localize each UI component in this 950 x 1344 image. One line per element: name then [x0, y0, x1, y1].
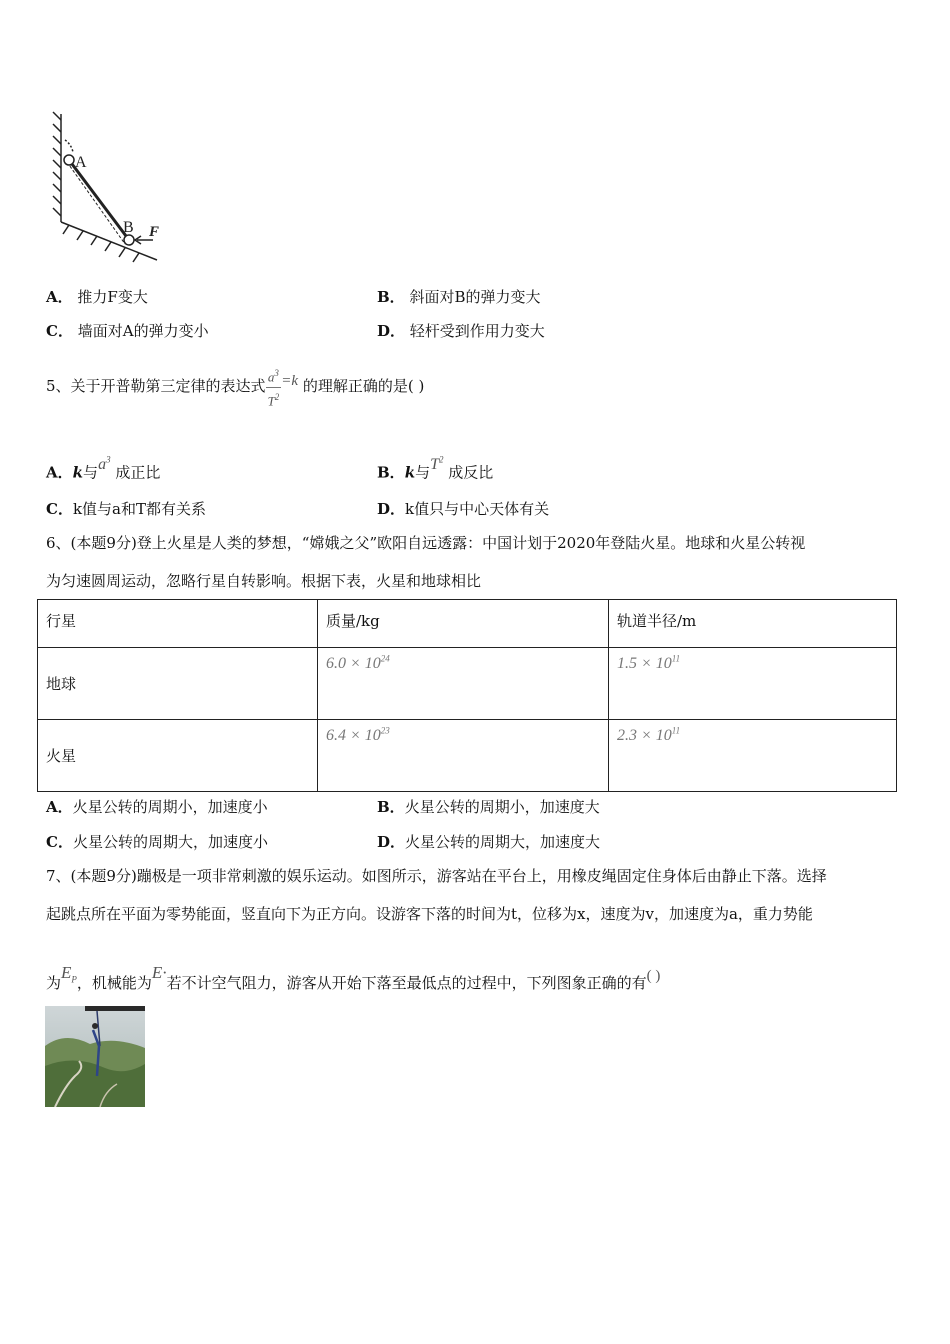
q6-option-c: C．火星公转的周期大，加速度小 [46, 833, 268, 851]
q6-option-b: B．火星公转的周期小，加速度大 [377, 798, 600, 816]
mass-value: $6.4 \times 10^{23}$ [326, 726, 390, 745]
kepler-formula: $\frac{a^3}{T^2}$ [266, 364, 282, 410]
q4-option-b [377, 286, 541, 307]
radius-value: $2.3 \times 10^{11}$ [617, 726, 681, 745]
header-planet: 行星 [38, 600, 318, 648]
table-row [38, 648, 897, 720]
q5-text-before: 关于开普勒第三定律的表达式 [70, 377, 266, 395]
table-header-row [38, 600, 897, 648]
answer-paren: ( ) [646, 968, 661, 984]
q5-text-after: 的理解正确的是 [302, 377, 408, 395]
q4-option-d [377, 320, 545, 341]
label-a: A [75, 154, 87, 171]
option-letter: B． [377, 288, 405, 306]
q6-stem-line1: 6、(本题9分)登上火星是人类的梦想，“嫦娥之父”欧阳自远透露：中国计划于2020年登陆火星。地球和火星公转视 [46, 534, 806, 552]
q7-stem-line3: 为$E_P$，机械能为E·若不计空气阻力，游客从开始下落至最低点的过程中，下列图象正确的有( ) [46, 963, 661, 992]
option-text: 墙面对A的弹力变小 [77, 322, 209, 340]
q7-stem-line2: 起跳点所在平面为零势能面，竖直向下为正方向。设游客下落的时间为t，位移为x，速度为v，加速度为a，重力势能 [46, 905, 813, 923]
radius-value: $1.5 \times 10^{11}$ [617, 654, 681, 673]
planet-name: 地球 [38, 648, 318, 720]
question-number: 5、 [46, 377, 71, 395]
incline-rod-diagram [45, 110, 165, 265]
option-text: 轻杆受到作用力变大 [409, 322, 545, 340]
table-row [38, 720, 897, 792]
bungee-photo [45, 1006, 145, 1107]
potential-energy-symbol: $E_P$ [61, 963, 77, 985]
q5-option-a: A．k与$a^3$ 成正比 [46, 455, 161, 482]
q6-option-a: A．火星公转的周期小，加速度小 [46, 798, 268, 816]
q7-stem-line1: 7、(本题9分)蹦极是一项非常刺激的娱乐运动。如图所示，游客站在平台上，用橡皮绳固定住身体后由静止下落。选择 [46, 867, 827, 885]
planet-name: 火星 [38, 720, 318, 792]
header-radius: 轨道半径/m [609, 600, 897, 648]
option-letter: D． [377, 322, 406, 340]
q4-option-c [46, 320, 209, 341]
q5-option-b: B．k与$T^2$ 成反比 [377, 455, 494, 482]
label-f: F [149, 224, 160, 240]
q4-option-a [46, 286, 148, 307]
header-mass: 质量/kg [318, 600, 609, 648]
option-letter: A． [46, 288, 73, 306]
q5-option-c: C．k值与a和T都有关系 [46, 500, 206, 518]
q5-option-d: D．k值只与中心天体有关 [377, 500, 550, 518]
q6-stem-line2: 为匀速圆周运动，忽略行星自转影响。根据下表，火星和地球相比 [46, 572, 482, 590]
formula-rhs: =k [281, 373, 299, 389]
option-text: 斜面对B的弹力变大 [409, 288, 541, 306]
mechanical-energy-symbol: E· [151, 963, 167, 982]
q5-stem [46, 356, 424, 406]
option-letter: C． [46, 322, 73, 340]
option-text: 推力F变大 [77, 288, 148, 306]
q6-option-d: D．火星公转的周期大，加速度大 [377, 833, 601, 851]
answer-paren: ( ) [407, 377, 425, 395]
planet-table [37, 599, 897, 792]
mass-value: $6.0 \times 10^{24}$ [326, 654, 390, 673]
label-b: B [123, 219, 134, 236]
